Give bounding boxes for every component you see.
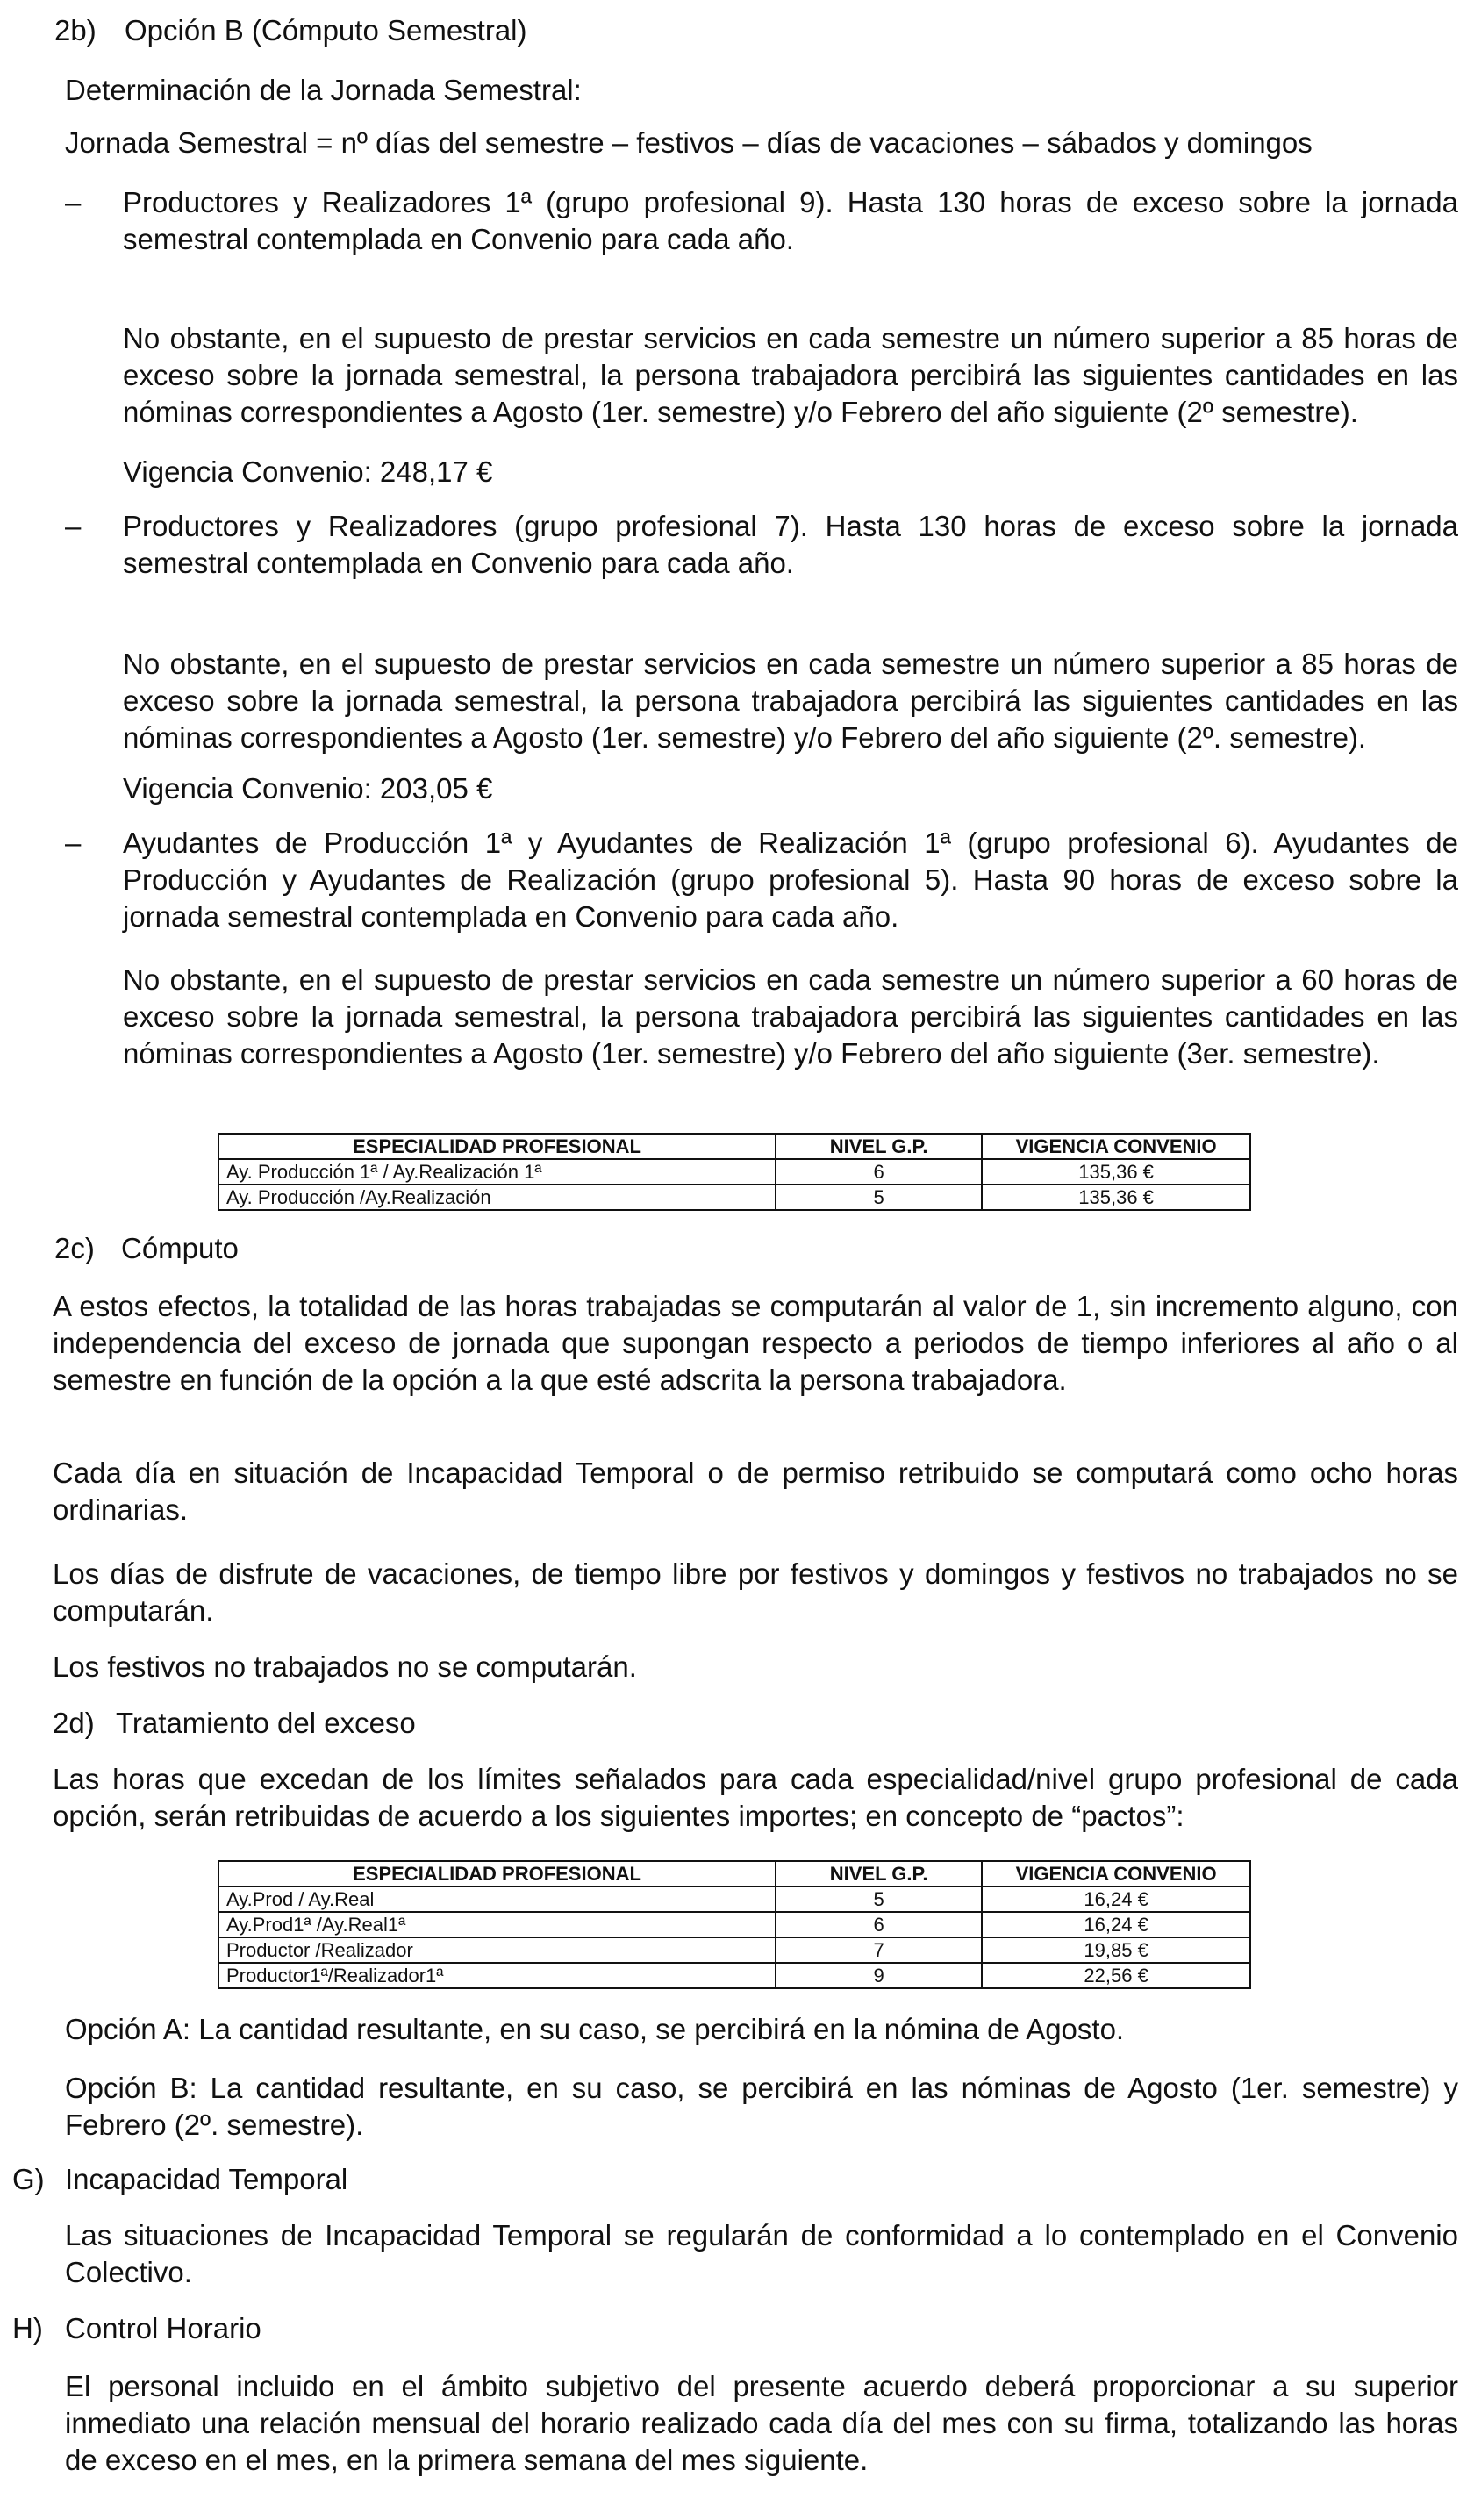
section-2b-label: 2b) bbox=[54, 14, 97, 47]
cell-vigencia: 19,85 € bbox=[982, 1937, 1250, 1963]
section-2c-title: Cómputo bbox=[121, 1232, 239, 1264]
computo-p3: Los días de disfrute de vacaciones, de tiempo libre por festivos y domingos y festivos no trabajados no se computarán. bbox=[53, 1557, 1458, 1627]
cell-vigencia: 135,36 € bbox=[982, 1185, 1250, 1210]
header-especialidad: ESPECIALIDAD PROFESIONAL bbox=[218, 1861, 776, 1886]
section-2b-title: Opción B (Cómputo Semestral) bbox=[125, 14, 527, 47]
bullet-dash: – bbox=[65, 186, 82, 218]
cell-nivel: 5 bbox=[776, 1886, 982, 1912]
cell-nivel: 7 bbox=[776, 1937, 982, 1963]
section-g-label: G) bbox=[12, 2163, 45, 2195]
cell-nivel: 5 bbox=[776, 1185, 982, 1210]
cell-especialidad: Ay. Producción /Ay.Realización bbox=[218, 1185, 776, 1210]
header-nivel: NIVEL G.P. bbox=[776, 1861, 982, 1886]
header-nivel: NIVEL G.P. bbox=[776, 1134, 982, 1159]
table-row bbox=[218, 1912, 1250, 1937]
section-h-label: H) bbox=[12, 2312, 43, 2345]
header-vigencia: VIGENCIA CONVENIO bbox=[982, 1134, 1250, 1159]
section-2d-label: 2d) bbox=[53, 1707, 95, 1739]
option-b: Opción B: La cantidad resultante, en su caso, se percibirá en las nóminas de Agosto (1er. semestre) y Febrero (2º. semestre). bbox=[65, 2072, 1458, 2141]
section-g-title: Incapacidad Temporal bbox=[65, 2163, 348, 2195]
table-2 bbox=[218, 1860, 1251, 1989]
header-especialidad: ESPECIALIDAD PROFESIONAL bbox=[218, 1134, 776, 1159]
cell-nivel: 6 bbox=[776, 1912, 982, 1937]
bullet-dash: – bbox=[65, 510, 82, 542]
cell-especialidad: Ay.Prod / Ay.Real bbox=[218, 1886, 776, 1912]
table-1 bbox=[218, 1133, 1251, 1211]
item-1-text: Productores y Realizadores 1ª (grupo profesional 9). Hasta 130 horas de exceso sobre la jornada semestral contemplada en Convenio para cada año. bbox=[123, 186, 1458, 255]
cell-especialidad: Productor /Realizador bbox=[218, 1937, 776, 1963]
item-1-para: No obstante, en el supuesto de prestar servicios en cada semestre un número superior a 85 horas de exceso sobre la jornada semestral, la persona trabajadora percibirá las siguientes cantidades en las nóminas correspondientes a Agosto (1er. semestre) y/o Febrero del año siguiente (2º semestre). bbox=[123, 322, 1458, 428]
bullet-dash: – bbox=[65, 827, 82, 859]
item-3-para: No obstante, en el supuesto de prestar servicios en cada semestre un número superior a 60 horas de exceso sobre la jornada semestral, la persona trabajadora percibirá las siguientes cantidades en las nóminas correspondientes a Agosto (1er. semestre) y/o Febrero del año siguiente (3er. semestre). bbox=[123, 963, 1458, 1070]
section-2d-title: Tratamiento del exceso bbox=[116, 1707, 416, 1739]
section-g-para: Las situaciones de Incapacidad Temporal se regularán de conformidad a lo contemplado en el Convenio Colectivo. bbox=[65, 2219, 1458, 2288]
section-h-title: Control Horario bbox=[65, 2312, 261, 2345]
formula: Jornada Semestral = nº días del semestre – festivos – días de vacaciones – sábados y domingos bbox=[65, 126, 1313, 159]
table-row bbox=[218, 1185, 1250, 1210]
item-2-vigencia: Vigencia Convenio: 203,05 € bbox=[123, 772, 493, 805]
cell-vigencia: 22,56 € bbox=[982, 1963, 1250, 1988]
cell-vigencia: 16,24 € bbox=[982, 1886, 1250, 1912]
determination-heading: Determinación de la Jornada Semestral: bbox=[65, 74, 582, 106]
section-2c-label: 2c) bbox=[54, 1232, 95, 1264]
exceso-p1: Las horas que excedan de los límites señalados para cada especialidad/nivel grupo profesional de cada opción, serán retribuidas de acuerdo a los siguientes importes; en concepto de “pactos”: bbox=[53, 1763, 1458, 1832]
item-2-text: Productores y Realizadores (grupo profesional 7). Hasta 130 horas de exceso sobre la jornada semestral contemplada en Convenio para cada año. bbox=[123, 510, 1458, 579]
cell-especialidad: Productor1ª/Realizador1ª bbox=[218, 1963, 776, 1988]
computo-p4: Los festivos no trabajados no se computarán. bbox=[53, 1650, 637, 1683]
table-row bbox=[218, 1886, 1250, 1912]
cell-nivel: 9 bbox=[776, 1963, 982, 1988]
cell-vigencia: 16,24 € bbox=[982, 1912, 1250, 1937]
header-vigencia: VIGENCIA CONVENIO bbox=[982, 1861, 1250, 1886]
cell-nivel: 6 bbox=[776, 1159, 982, 1185]
section-h-para: El personal incluido en el ámbito subjetivo del presente acuerdo deberá proporcionar a su superior inmediato una relación mensual del horario realizado cada día del mes con su firma, totalizando las horas de exceso en el mes, en la primera semana del mes siguiente. bbox=[65, 2370, 1458, 2476]
computo-p2: Cada día en situación de Incapacidad Temporal o de permiso retribuido se computará como ocho horas ordinarias. bbox=[53, 1457, 1458, 1526]
item-3-text: Ayudantes de Producción 1ª y Ayudantes de Realización 1ª (grupo profesional 6). Ayudantes de Producción y Ayudantes de Realización (grupo profesional 5). Hasta 90 horas de exceso sobre la jornada semestral contemplada en Convenio para cada año. bbox=[123, 827, 1458, 933]
cell-especialidad: Ay. Producción 1ª / Ay.Realización 1ª bbox=[218, 1159, 776, 1185]
item-1-vigencia: Vigencia Convenio: 248,17 € bbox=[123, 455, 493, 488]
cell-vigencia: 135,36 € bbox=[982, 1159, 1250, 1185]
option-a: Opción A: La cantidad resultante, en su caso, se percibirá en la nómina de Agosto. bbox=[65, 2013, 1125, 2045]
cell-especialidad: Ay.Prod1ª /Ay.Real1ª bbox=[218, 1912, 776, 1937]
computo-p1: A estos efectos, la totalidad de las horas trabajadas se computarán al valor de 1, sin incremento alguno, con independencia del exceso de jornada que supongan respecto a periodos de tiempo inferiores al año o al semestre en función de la opción a la que esté adscrita la persona trabajadora. bbox=[53, 1290, 1458, 1396]
item-2-para: No obstante, en el supuesto de prestar servicios en cada semestre un número superior a 85 horas de exceso sobre la jornada semestral, la persona trabajadora percibirá las siguientes cantidades en las nóminas correspondientes a Agosto (1er. semestre) y/o Febrero del año siguiente (2º. semestre). bbox=[123, 648, 1458, 754]
table-row bbox=[218, 1937, 1250, 1963]
table-row bbox=[218, 1963, 1250, 1988]
table-row bbox=[218, 1159, 1250, 1185]
